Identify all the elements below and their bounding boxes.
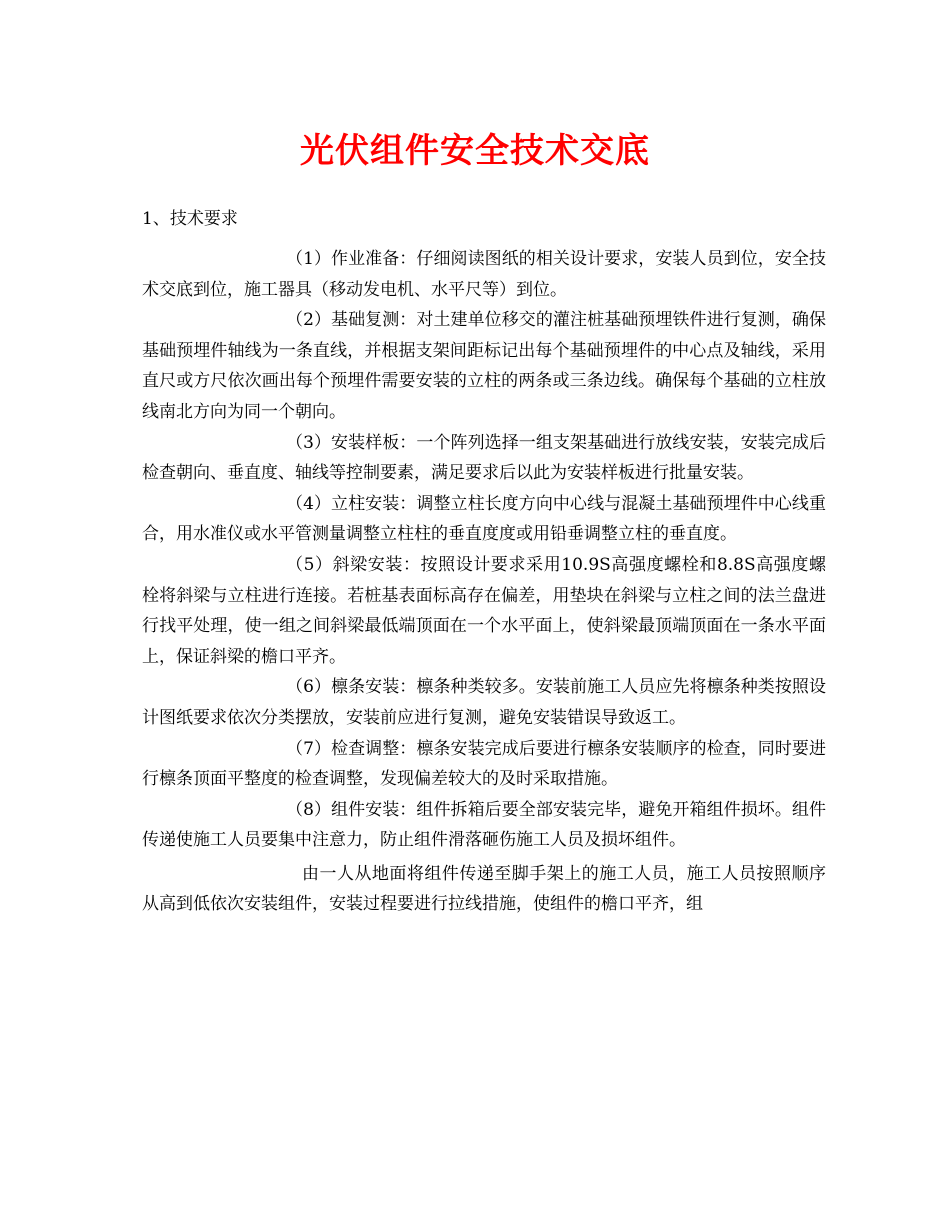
paragraph-purlin-installation: （6）檩条安装：檩条种类较多。安装前施工人员应先将檩条种类按照设计图纸要求依次分类摆放，安装前应进行复测，避免安装错误导致返工。 <box>142 677 826 728</box>
paragraph-inspection-adjustment: （7）检查调整：檩条安装完成后要进行檩条安装顺序的检查，同时要进行檩条顶面平整度的检查调整，发现偏差较大的及时采取措施。 <box>142 738 826 790</box>
paragraph-column-installation: （4）立柱安装：调整立柱长度方向中心线与混凝土基础预埋件中心线重合，用水准仪或水平管测量调整立柱柱的垂直度度或用铅垂调整立柱的垂直度。 <box>142 493 826 545</box>
paragraph-work-preparation: （1）作业准备：仔细阅读图纸的相关设计要求，安装人员到位，安全技术交底到位，施工器具（移动发电机、水平尺等）到位。 <box>142 249 826 300</box>
document-body <box>142 244 826 920</box>
paragraph-installation-sample: （3）安装样板：一个阵列选择一组支架基础进行放线安装，安装完成后检查朝向、垂直度、轴线等控制要素，满足要求后以此为安装样板进行批量安装。 <box>142 432 826 484</box>
paragraph-foundation-recheck: （2）基础复测：对土建单位移交的灌注桩基础预埋铁件进行复测，确保基础预埋件轴线为一条直线，并根据支架间距标记出每个基础预埋件的中心点及轴线，采用直尺或方尺依次画出每个预埋件需要安装的立柱的两条或三条边线。确保每个基础的立柱放线南北方向为同一个朝向。 <box>142 310 826 422</box>
paragraph-module-installation: （8）组件安装：组件拆箱后要全部安装完毕，避免开箱组件损坏。组件传递使施工人员要集中注意力，防止组件滑落砸伤施工人员及损坏组件。 <box>142 799 826 851</box>
paragraph-beam-installation: （5）斜梁安装：按照设计要求采用10.9S高强度螺栓和8.8S高强度螺栓将斜梁与立柱进行连接。若桩基表面标高存在偏差，用垫块在斜梁与立柱之间的法兰盘进行找平处理，使一组之间斜梁最低端顶面在一个水平面上，使斜梁最顶端顶面在一条水平面上，保证斜梁的檐口平齐。 <box>142 554 826 667</box>
paragraph-module-transfer: 由一人从地面将组件传递至脚手架上的施工人员，施工人员按照顺序从高到低依次安装组件，安装过程要进行拉线措施，使组件的檐口平齐，组 <box>142 863 826 915</box>
document-title: 光伏组件安全技术交底 <box>300 131 650 171</box>
section-heading: 1、技术要求 <box>142 209 238 229</box>
